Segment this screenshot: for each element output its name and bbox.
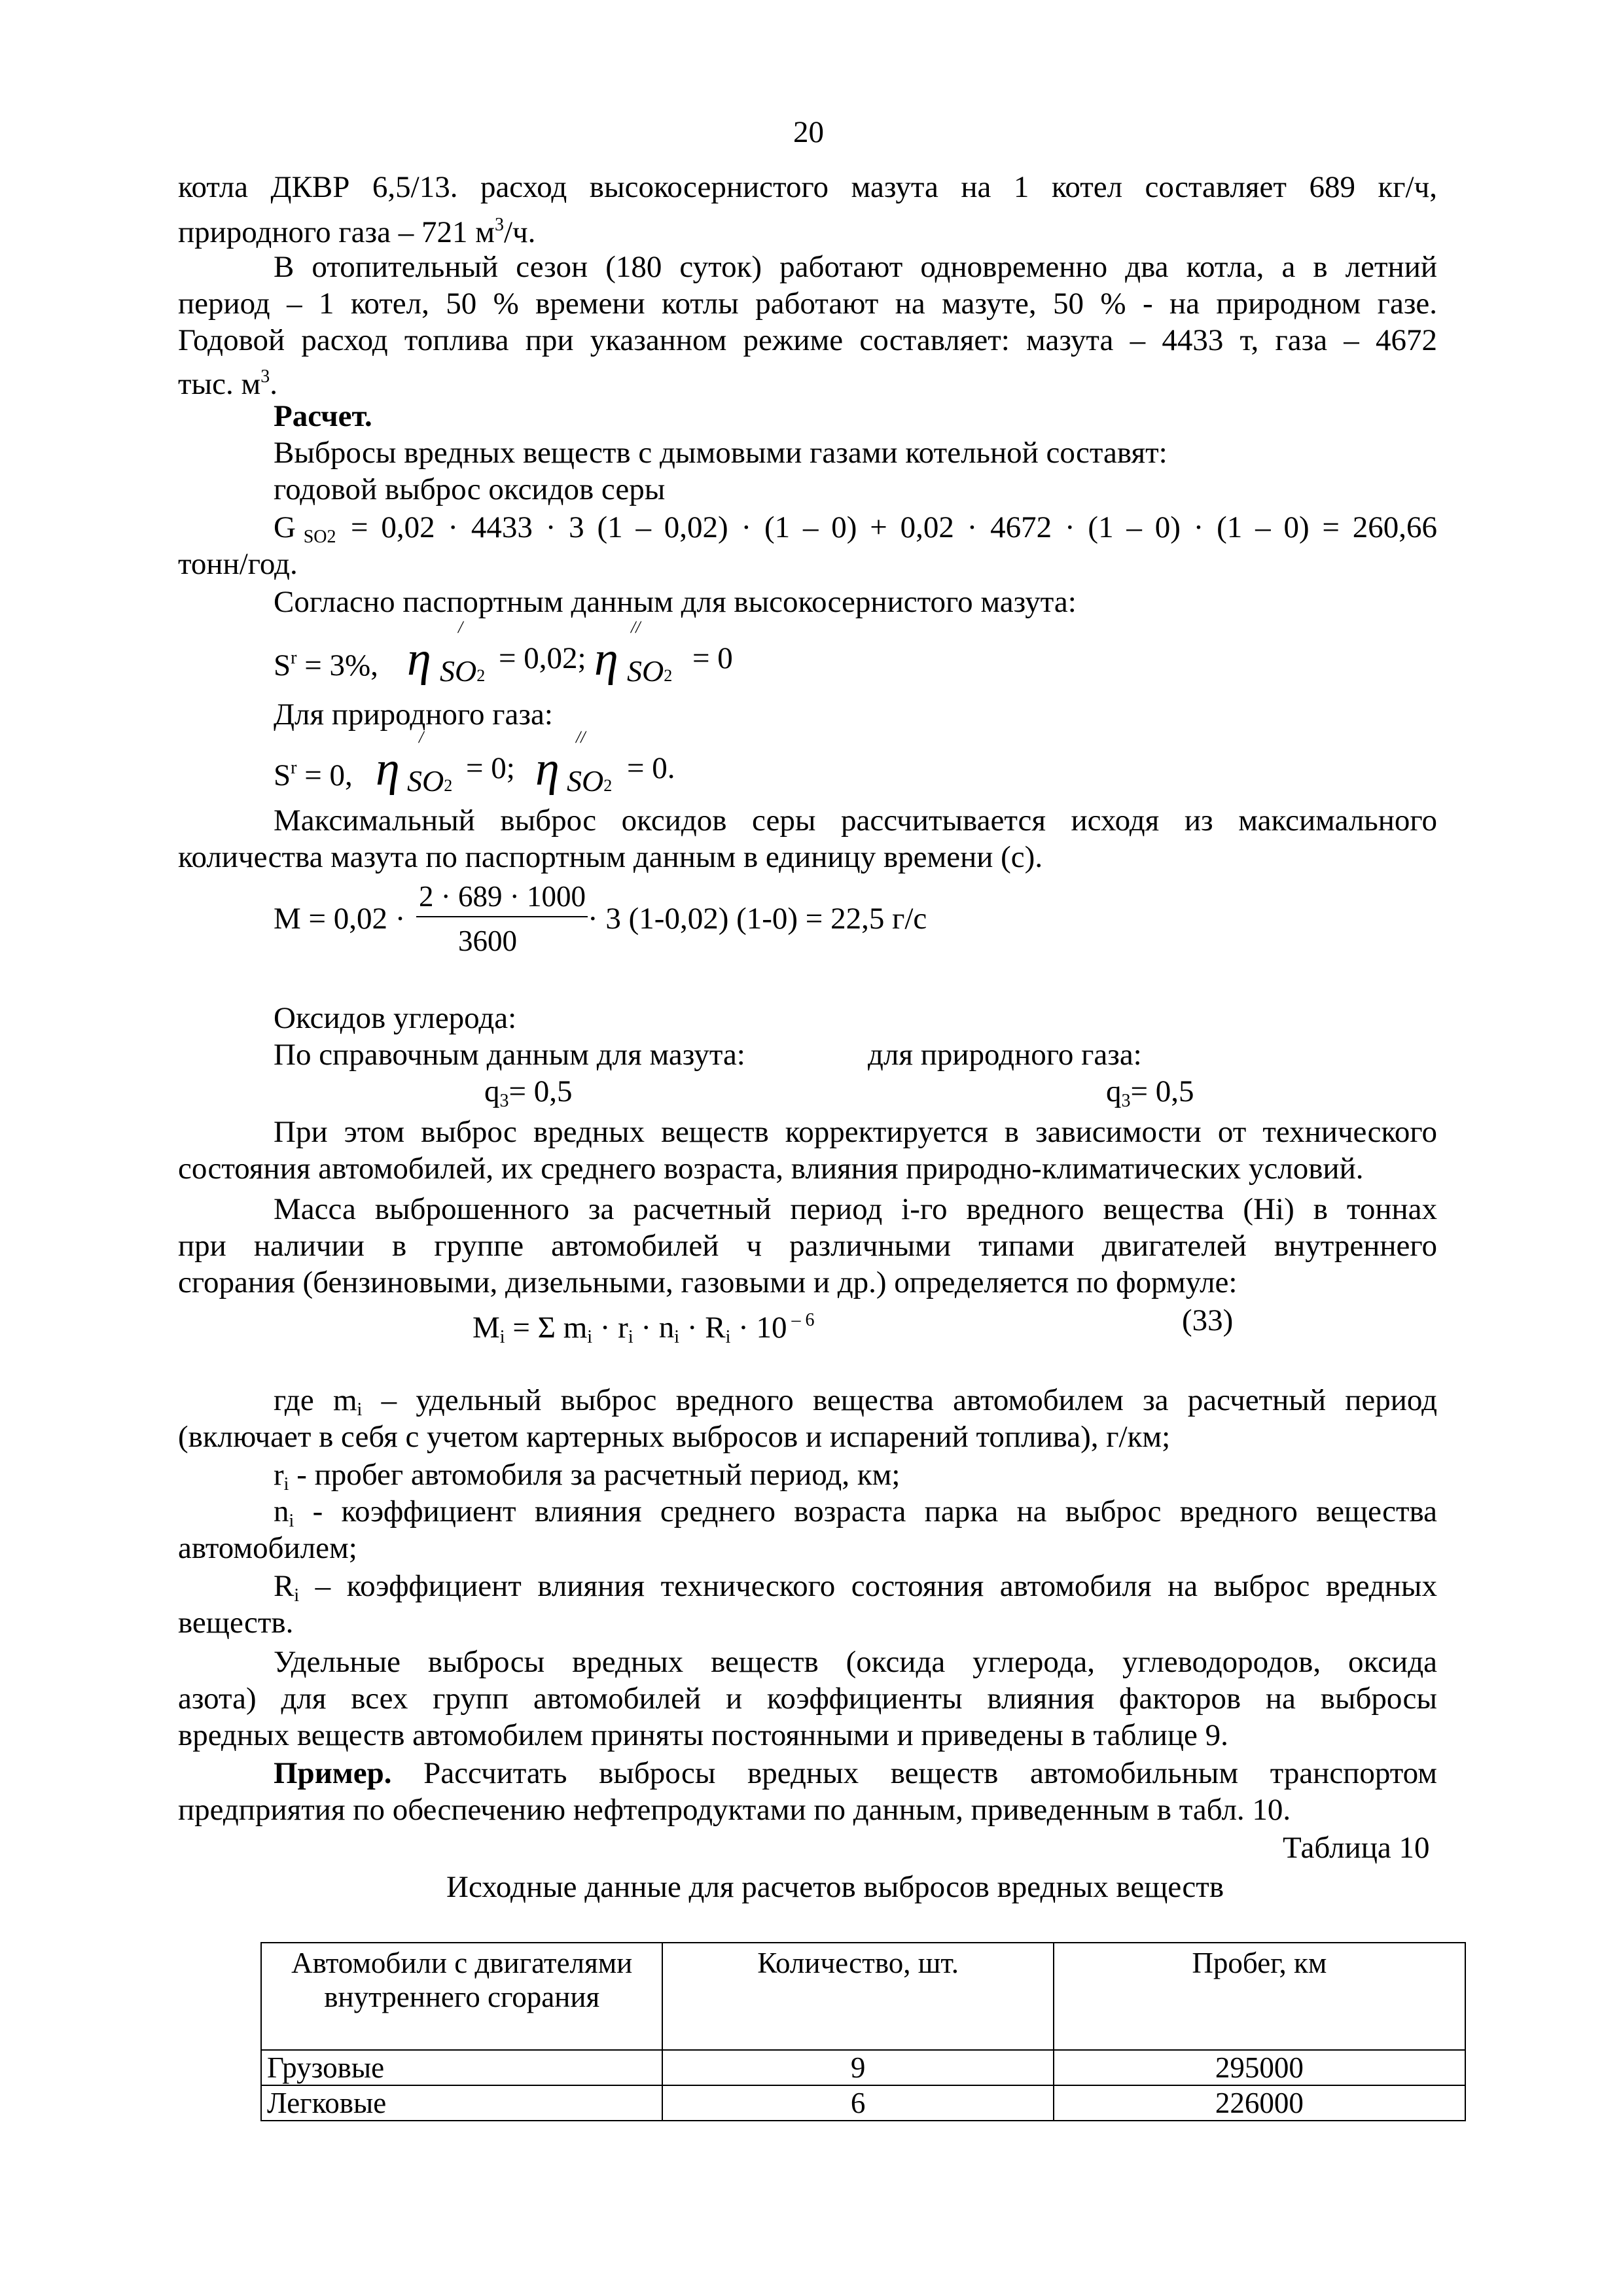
eta-symbol: η (535, 742, 560, 796)
paragraph-line: количества мазута по паспортным данным в единицу времени (с). (178, 840, 1043, 874)
paragraph-line: тыс. $м^3$. (178, 366, 277, 401)
m-formula-rhs: · 3 (1-0,02) (1-0) = 22,5 г/с (588, 902, 927, 936)
q3-mazut: $q_3= 0,5$ (484, 1074, 573, 1111)
ref-gas: для природного газа: (868, 1038, 1142, 1072)
table-row (261, 2085, 1465, 2121)
gas-s: $S^r = 0$, (274, 758, 353, 792)
passport-mazut: Согласно паспортным данным для высокосернистого мазута: (274, 585, 1077, 619)
paragraph-line: вредных веществ автомобилем приняты постоянными и приведены в таблице 9. (178, 1718, 1228, 1752)
table-cell: 6 (662, 2085, 1053, 2121)
paragraph-line: В отопительный сезон (180 суток) работают одновременно два котла, а в летний (274, 250, 1437, 284)
column-header: Автомобили с двигателями внутреннего сгорания (261, 1943, 662, 2050)
prime-mark: // (576, 728, 586, 747)
paragraph-line: предприятия по обеспечению нефтепродуктами по данным, приведенным в табл. 10. (178, 1793, 1291, 1827)
paragraph-line: состояния автомобилей, их среднего возраста, влияния природно-климатических условий. (178, 1152, 1364, 1186)
gas-heading: Для природного газа: (274, 698, 553, 732)
page-number: 20 (793, 115, 824, 149)
g-formula: = 0,02 · 4433 · 3 (1 – 0,02) · (1 – 0) + 0,02 · 4672 · (1 – 0) · (1 – 0) = 260,66 (351, 510, 1437, 544)
ref-mazut: По справочным данным для мазута: (274, 1038, 745, 1072)
table-row (261, 2050, 1465, 2085)
mazut-s: $S^r = 3\%$, (274, 648, 378, 682)
paragraph-line: природного газа – 721 $м^3/ч$. (178, 215, 536, 249)
example-line: Пример. Рассчитать выбросы вредных веществ автомобильным транспортом (274, 1756, 1437, 1790)
paragraph-line: веществ. (178, 1606, 294, 1640)
paragraph-line: Максимальный выброс оксидов серы рассчитывается исходя из максимального (274, 804, 1437, 838)
table-cell: 226000 (1054, 2085, 1465, 2121)
mazut-eta2-value: = 0 (692, 641, 733, 675)
q3-gas: $q_3= 0,5$ (1106, 1074, 1194, 1111)
paragraph-line: котла ДКВР 6,5/13. расход высокосернистого мазута на 1 котел составляет 689 кг/ч, (178, 170, 1437, 204)
m-fraction-denominator: 3600 (458, 925, 517, 957)
eta-symbol: η (407, 632, 431, 686)
emissions-intro: Выбросы вредных веществ с дымовыми газами котельной составят: (274, 436, 1168, 470)
table-caption: Исходные данные для расчетов выбросов вредных веществ (446, 1870, 1224, 1904)
prime-mark: // (631, 618, 641, 637)
table-cell: 295000 (1054, 2050, 1465, 2085)
paragraph-line: период – 1 котел, 50 % времени котлы работают на мазуте, 50 % - на природном газе. (178, 287, 1437, 321)
prime-mark: / (458, 618, 463, 637)
table-cell: Легковые (261, 2085, 662, 2121)
table-header-row (261, 1943, 1465, 2050)
column-header: Пробег, км (1054, 1943, 1465, 2050)
table-cell: 9 (662, 2050, 1053, 2085)
paragraph-line: (включает в себя с учетом картерных выбросов и испарений топлива), г/км; (178, 1420, 1171, 1454)
data-table (260, 1942, 1466, 2121)
formula-number: (33) (1182, 1303, 1234, 1337)
paragraph-line: автомобилем; (178, 1531, 357, 1565)
where-ni: $n_i$ - коэффициент влияния среднего возраста парка на выброс вредного вещества (274, 1494, 1437, 1531)
gas-eta1-value: = 0; (466, 751, 515, 785)
paragraph-line: Масса выброшенного за расчетный период i-го вредного вещества (Нi) в тоннах (274, 1192, 1437, 1226)
eta-symbol: η (594, 632, 618, 686)
eta-subscript: SO2 (567, 764, 613, 798)
co-heading: Оксидов углерода: (274, 1001, 517, 1035)
column-header: Количество, шт. (662, 1943, 1053, 2050)
prime-mark: / (419, 728, 424, 747)
annual-sox-label: годовой выброс оксидов серы (274, 472, 666, 506)
calc-heading: Расчет. (274, 399, 372, 433)
paragraph-line: Удельные выбросы вредных веществ (оксида углерода, углеводородов, оксида (274, 1645, 1437, 1679)
g-unit: тонн/год. (178, 547, 298, 581)
paragraph-line: Годовой расход топлива при указанном режиме составляет: мазута – 4433 т, газа – 4672 (178, 323, 1437, 357)
eta-subscript: SO2 (627, 654, 673, 688)
eta-subscript: SO2 (407, 764, 453, 798)
paragraph-line: При этом выброс вредных веществ корректируется в зависимости от технического (274, 1115, 1437, 1149)
table-cell: Грузовые (261, 2050, 662, 2085)
where-Ri: $R_i$ – коэффициент влияния технического состояния автомобиля на выброс вредных (274, 1569, 1437, 1606)
paragraph-line: при наличии в группе автомобилей ч различными типами двигателей внутреннего (178, 1229, 1437, 1263)
where-mi: где $m_i$ – удельный выброс вредного вещества автомобилем за расчетный период (274, 1383, 1437, 1420)
eta-subscript: SO2 (440, 654, 486, 688)
where-ri: $r_i$ - пробег автомобиля за расчетный период, км; (274, 1458, 901, 1494)
formula-33: $М_i = \Sigma$ $m_i \cdot r_i \cdot n_i \cdot R_i \cdot 10$ $^{- 6}$ (473, 1310, 815, 1347)
eta-symbol: η (376, 742, 400, 796)
m-formula-lhs: М = 0,02 · (274, 902, 406, 936)
gas-eta2-value: = 0. (627, 751, 675, 785)
paragraph-line: азота) для всех групп автомобилей и коэффициенты влияния факторов на выбросы (178, 1682, 1437, 1716)
fraction-bar (416, 916, 588, 917)
g-symbol: G $_{SO2}$ (274, 510, 336, 547)
paragraph-line: сгорания (бензиновыми, дизельными, газовыми и др.) определяется по формуле: (178, 1265, 1238, 1299)
mazut-eta1-value: = 0,02; (499, 641, 586, 675)
m-fraction-numerator: 2 · 689 · 1000 (419, 880, 586, 913)
table-label: Таблица 10 (1283, 1831, 1430, 1865)
